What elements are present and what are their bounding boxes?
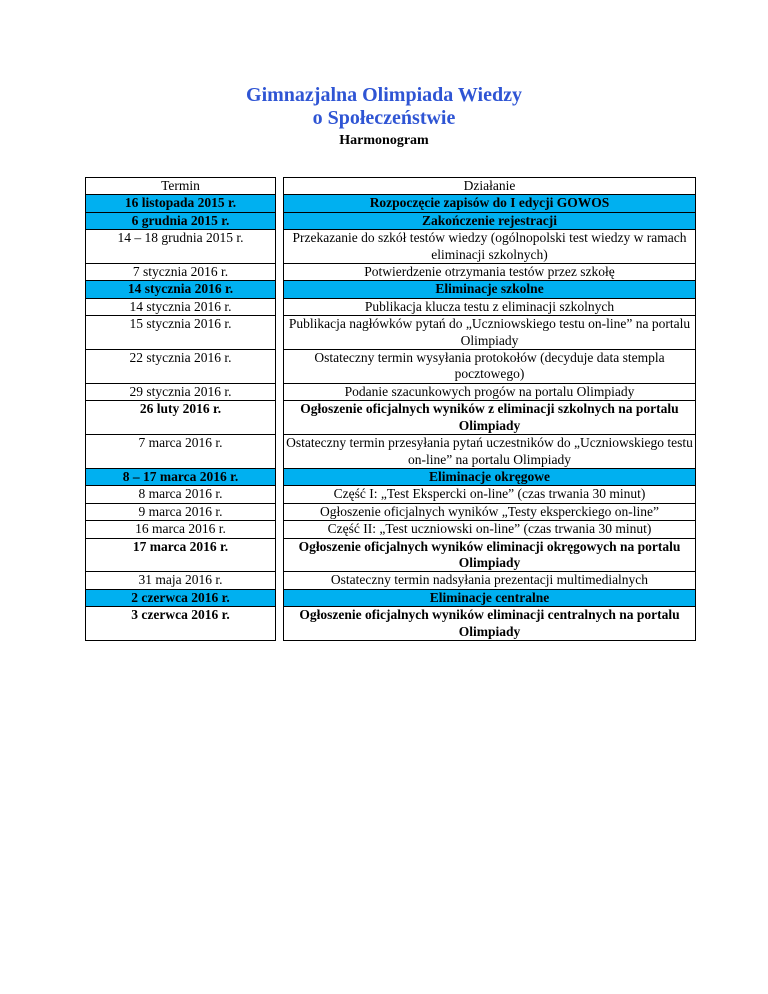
column-gap bbox=[276, 503, 284, 520]
column-gap bbox=[276, 212, 284, 229]
row-term: 2 czerwca 2016 r. bbox=[86, 589, 276, 606]
column-gap bbox=[276, 486, 284, 503]
column-gap bbox=[276, 435, 284, 469]
column-gap bbox=[276, 589, 284, 606]
document-header bbox=[0, 84, 768, 149]
table-row bbox=[86, 350, 696, 384]
column-gap bbox=[276, 401, 284, 435]
column-gap bbox=[276, 316, 284, 350]
row-term: 16 listopada 2015 r. bbox=[86, 195, 276, 212]
row-action: Eliminacje centralne bbox=[284, 589, 696, 606]
table-row bbox=[86, 195, 696, 212]
column-gap bbox=[276, 521, 284, 538]
table-row bbox=[86, 212, 696, 229]
header-term: Termin bbox=[86, 178, 276, 195]
row-term: 7 stycznia 2016 r. bbox=[86, 264, 276, 281]
row-action: Podanie szacunkowych progów na portalu Olimpiady bbox=[284, 383, 696, 400]
row-term: 26 luty 2016 r. bbox=[86, 401, 276, 435]
row-term: 31 maja 2016 r. bbox=[86, 572, 276, 589]
row-action: Eliminacje szkolne bbox=[284, 281, 696, 298]
row-action: Ogłoszenie oficjalnych wyników z eliminacji szkolnych na portalu Olimpiady bbox=[284, 401, 696, 435]
column-gap bbox=[276, 178, 284, 195]
column-gap bbox=[276, 572, 284, 589]
table-row bbox=[86, 486, 696, 503]
document-title-line1: Gimnazjalna Olimpiada Wiedzy bbox=[246, 84, 522, 106]
document-title-line2: o Społeczeństwie bbox=[312, 107, 456, 129]
table-row bbox=[86, 298, 696, 315]
table-row bbox=[86, 572, 696, 589]
row-action: Przekazanie do szkół testów wiedzy (ogólnopolski test wiedzy w ramach eliminacji szkolnych) bbox=[284, 230, 696, 264]
header-action: Działanie bbox=[284, 178, 696, 195]
row-term: 7 marca 2016 r. bbox=[86, 435, 276, 469]
table-row bbox=[86, 468, 696, 485]
row-action: Potwierdzenie otrzymania testów przez szkołę bbox=[284, 264, 696, 281]
table-row bbox=[86, 607, 696, 641]
row-term: 14 stycznia 2016 r. bbox=[86, 298, 276, 315]
row-action: Publikacja klucza testu z eliminacji szkolnych bbox=[284, 298, 696, 315]
row-term: 9 marca 2016 r. bbox=[86, 503, 276, 520]
table-row bbox=[86, 316, 696, 350]
row-term: 14 – 18 grudnia 2015 r. bbox=[86, 230, 276, 264]
row-action: Ogłoszenie oficjalnych wyników „Testy eksperckiego on-line” bbox=[284, 503, 696, 520]
row-term: 3 czerwca 2016 r. bbox=[86, 607, 276, 641]
row-term: 16 marca 2016 r. bbox=[86, 521, 276, 538]
column-gap bbox=[276, 607, 284, 641]
table-row bbox=[86, 264, 696, 281]
row-action: Ostateczny termin nadsyłania prezentacji multimedialnych bbox=[284, 572, 696, 589]
document-subtitle: Harmonogram bbox=[339, 133, 429, 148]
table-header-row bbox=[86, 178, 696, 195]
row-action: Ogłoszenie oficjalnych wyników eliminacji okręgowych na portalu Olimpiady bbox=[284, 538, 696, 572]
table-row bbox=[86, 281, 696, 298]
row-term: 8 marca 2016 r. bbox=[86, 486, 276, 503]
column-gap bbox=[276, 350, 284, 384]
row-term: 15 stycznia 2016 r. bbox=[86, 316, 276, 350]
row-action: Publikacja nagłówków pytań do „Uczniowskiego testu on-line” na portalu Olimpiady bbox=[284, 316, 696, 350]
table-row bbox=[86, 435, 696, 469]
row-term: 14 stycznia 2016 r. bbox=[86, 281, 276, 298]
table-row bbox=[86, 503, 696, 520]
column-gap bbox=[276, 538, 284, 572]
column-gap bbox=[276, 264, 284, 281]
row-action: Ostateczny termin przesyłania pytań uczestników do „Uczniowskiego testu on-line” na portalu Olimpiady bbox=[284, 435, 696, 469]
table-row bbox=[86, 401, 696, 435]
row-action: Zakończenie rejestracji bbox=[284, 212, 696, 229]
table-row bbox=[86, 521, 696, 538]
row-action: Rozpoczęcie zapisów do I edycji GOWOS bbox=[284, 195, 696, 212]
row-term: 17 marca 2016 r. bbox=[86, 538, 276, 572]
column-gap bbox=[276, 298, 284, 315]
table-row bbox=[86, 589, 696, 606]
row-action: Część II: „Test uczniowski on-line” (czas trwania 30 minut) bbox=[284, 521, 696, 538]
row-term: 8 – 17 marca 2016 r. bbox=[86, 468, 276, 485]
table-row bbox=[86, 383, 696, 400]
column-gap bbox=[276, 195, 284, 212]
row-action: Część I: „Test Ekspercki on-line” (czas trwania 30 minut) bbox=[284, 486, 696, 503]
column-gap bbox=[276, 468, 284, 485]
column-gap bbox=[276, 281, 284, 298]
row-term: 22 stycznia 2016 r. bbox=[86, 350, 276, 384]
row-term: 6 grudnia 2015 r. bbox=[86, 212, 276, 229]
row-action: Ostateczny termin wysyłania protokołów (decyduje data stempla pocztowego) bbox=[284, 350, 696, 384]
column-gap bbox=[276, 383, 284, 400]
column-gap bbox=[276, 230, 284, 264]
schedule-table bbox=[85, 177, 696, 641]
table-row bbox=[86, 538, 696, 572]
table-row bbox=[86, 230, 696, 264]
row-action: Ogłoszenie oficjalnych wyników eliminacji centralnych na portalu Olimpiady bbox=[284, 607, 696, 641]
row-action: Eliminacje okręgowe bbox=[284, 468, 696, 485]
row-term: 29 stycznia 2016 r. bbox=[86, 383, 276, 400]
